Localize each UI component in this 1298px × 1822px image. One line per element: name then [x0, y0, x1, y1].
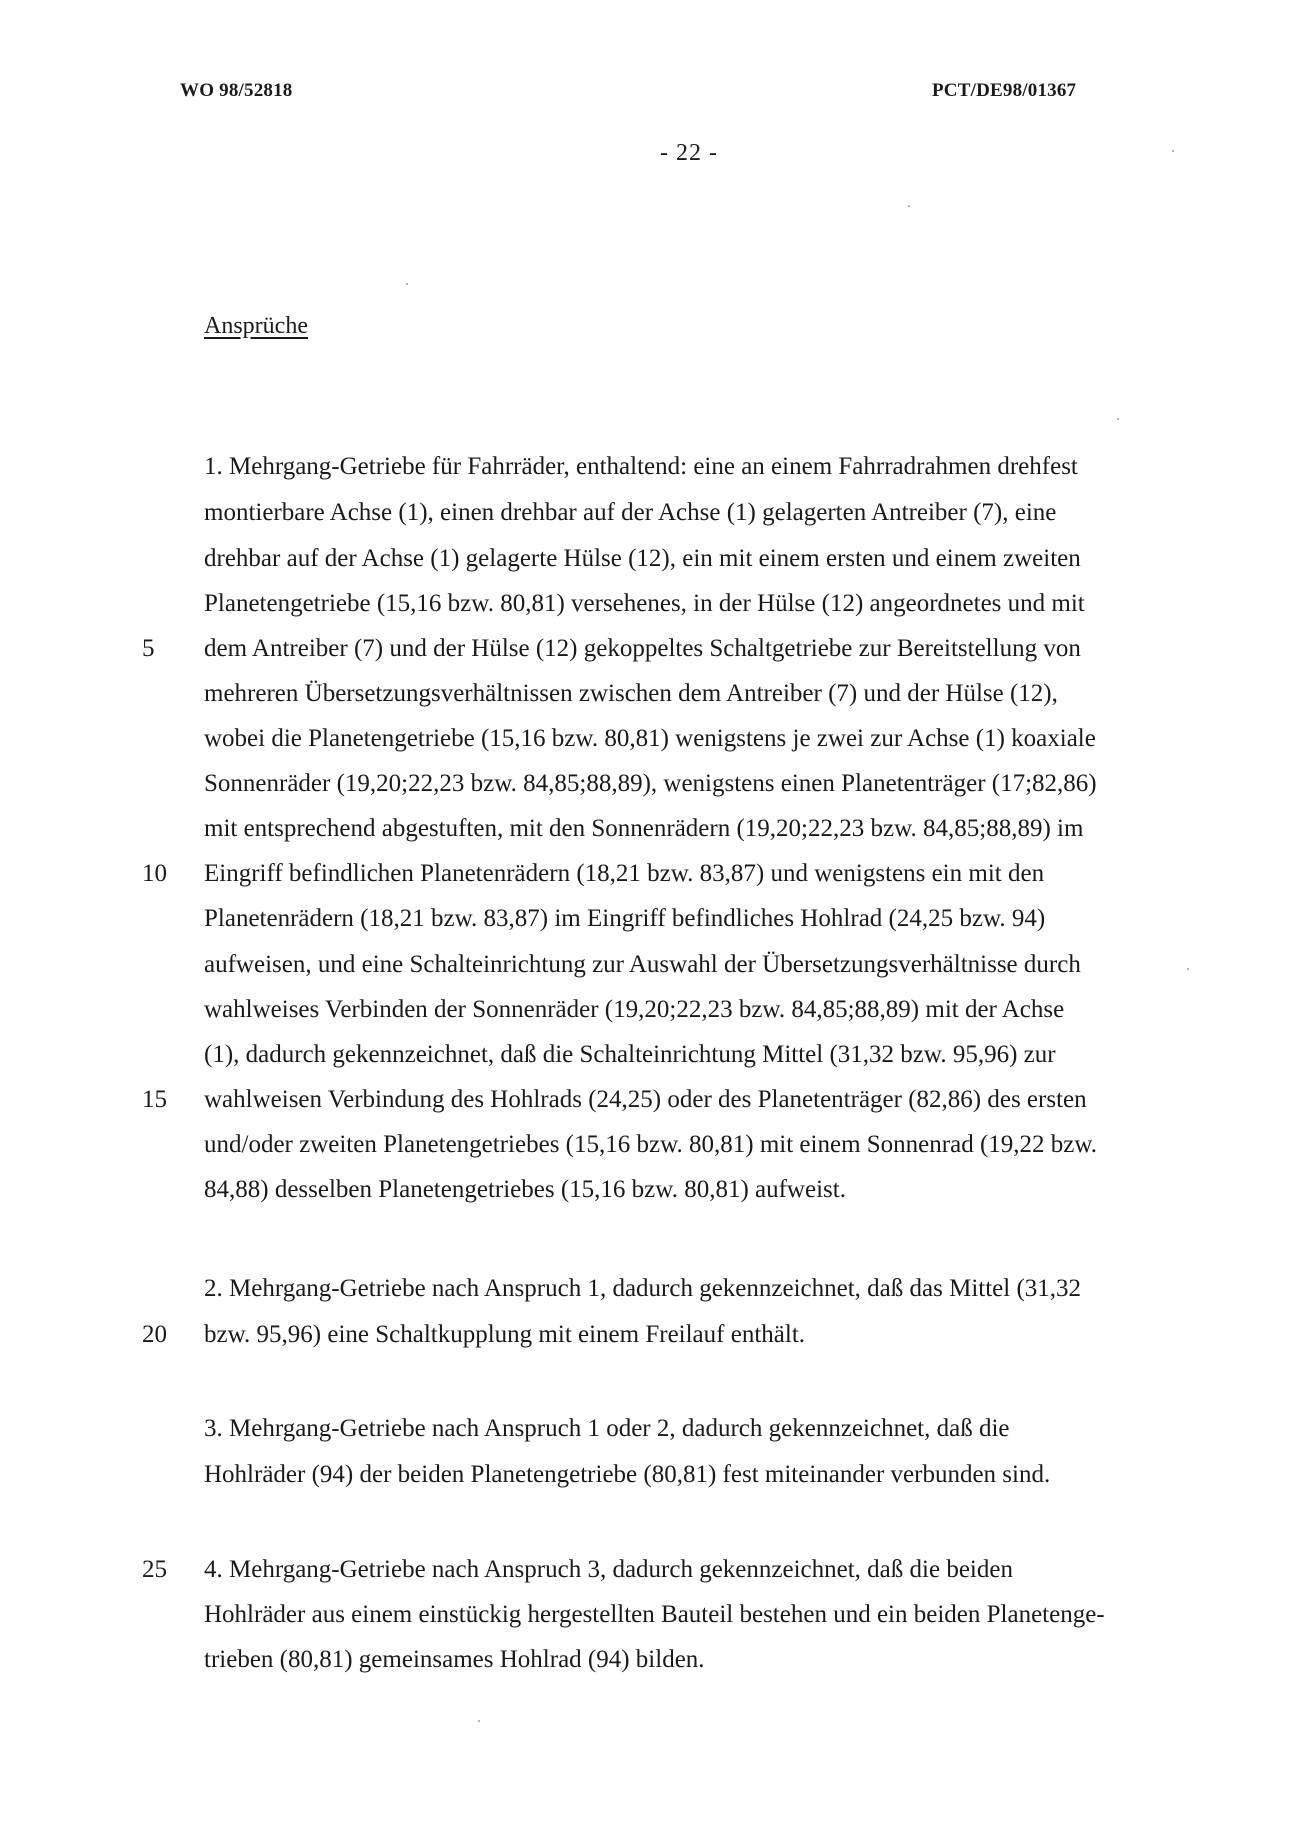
claim-line: mehreren Übersetzungsverhältnissen zwischen dem Antreiber (7) und der Hülse (12),: [204, 680, 1058, 707]
claim-line: 84,88) desselben Planetengetriebes (15,16 bzw. 80,81) aufweist.: [204, 1176, 846, 1203]
claim-line: aufweisen, und eine Schalteinrichtung zur Auswahl der Übersetzungsverhältnisse durch: [204, 951, 1081, 978]
claim-line: drehbar auf der Achse (1) gelagerte Hülse (12), ein mit einem ersten und einem zweiten: [204, 545, 1081, 572]
scan-speck: [478, 1720, 480, 1722]
scan-speck: [1187, 968, 1189, 970]
claim-line: Hohlräder (94) der beiden Planetengetriebe (80,81) fest miteinander verbunden sind.: [204, 1461, 1051, 1488]
application-number: PCT/DE98/01367: [932, 80, 1077, 101]
scan-speck: [908, 205, 910, 207]
page-number: - 22 -: [660, 140, 718, 166]
line-number: 20: [142, 1321, 167, 1348]
claim-line: trieben (80,81) gemeinsames Hohlrad (94) bilden.: [204, 1646, 705, 1673]
claim-line: Hohlräder aus einem einstückig hergestellten Bauteil bestehen und ein beiden Planetenge-: [204, 1601, 1105, 1628]
claim-line: 4. Mehrgang-Getriebe nach Anspruch 3, dadurch gekennzeichnet, daß die beiden: [204, 1556, 1013, 1583]
line-number: 15: [142, 1086, 167, 1113]
claims-heading: Ansprüche: [204, 313, 308, 339]
claim-line: 1. Mehrgang-Getriebe für Fahrräder, enthaltend: eine an einem Fahrradrahmen drehfest: [204, 453, 1078, 480]
claim-line: Planetenrädern (18,21 bzw. 83,87) im Eingriff befindliches Hohlrad (24,25 bzw. 94): [204, 905, 1046, 932]
claim-line: Eingriff befindlichen Planetenrädern (18,21 bzw. 83,87) und wenigstens ein mit den: [204, 860, 1045, 887]
scan-speck: [406, 283, 408, 285]
scan-speck: [1117, 418, 1119, 420]
claim-line: mit entsprechend abgestuften, mit den Sonnenrädern (19,20;22,23 bzw. 84,85;88,89) im: [204, 815, 1084, 842]
line-number: 10: [142, 860, 167, 887]
claim-line: Planetengetriebe (15,16 bzw. 80,81) versehenes, in der Hülse (12) angeordnetes und mit: [204, 590, 1085, 617]
claim-line: wahlweises Verbinden der Sonnenräder (19,20;22,23 bzw. 84,85;88,89) mit der Achse: [204, 996, 1065, 1023]
claim-line: und/oder zweiten Planetengetriebes (15,16 bzw. 80,81) mit einem Sonnenrad (19,22 bzw.: [204, 1131, 1098, 1158]
claim-line: 2. Mehrgang-Getriebe nach Anspruch 1, dadurch gekennzeichnet, daß das Mittel (31,32: [204, 1275, 1082, 1302]
line-number: 5: [142, 635, 155, 662]
claim-line: Sonnenräder (19,20;22,23 bzw. 84,85;88,89), wenigstens einen Planetenträger (17;82,86): [204, 770, 1097, 797]
line-number: 25: [142, 1556, 167, 1583]
claim-line: 3. Mehrgang-Getriebe nach Anspruch 1 oder 2, dadurch gekennzeichnet, daß die: [204, 1415, 1010, 1442]
scan-speck: [1172, 150, 1174, 152]
claim-line: montierbare Achse (1), einen drehbar auf der Achse (1) gelagerten Antreiber (7), eine: [204, 499, 1057, 526]
claim-line: wobei die Planetengetriebe (15,16 bzw. 80,81) wenigstens je zwei zur Achse (1) koaxiale: [204, 725, 1096, 752]
publication-number: WO 98/52818: [180, 80, 293, 101]
claim-line: bzw. 95,96) eine Schaltkupplung mit einem Freilauf enthält.: [204, 1321, 806, 1348]
claim-line: (1), dadurch gekennzeichnet, daß die Schalteinrichtung Mittel (31,32 bzw. 95,96) zur: [204, 1041, 1056, 1068]
claim-line: dem Antreiber (7) und der Hülse (12) gekoppeltes Schaltgetriebe zur Bereitstellung von: [204, 635, 1081, 662]
claim-line: wahlweisen Verbindung des Hohlrads (24,25) oder des Planetenträger (82,86) des ersten: [204, 1086, 1087, 1113]
